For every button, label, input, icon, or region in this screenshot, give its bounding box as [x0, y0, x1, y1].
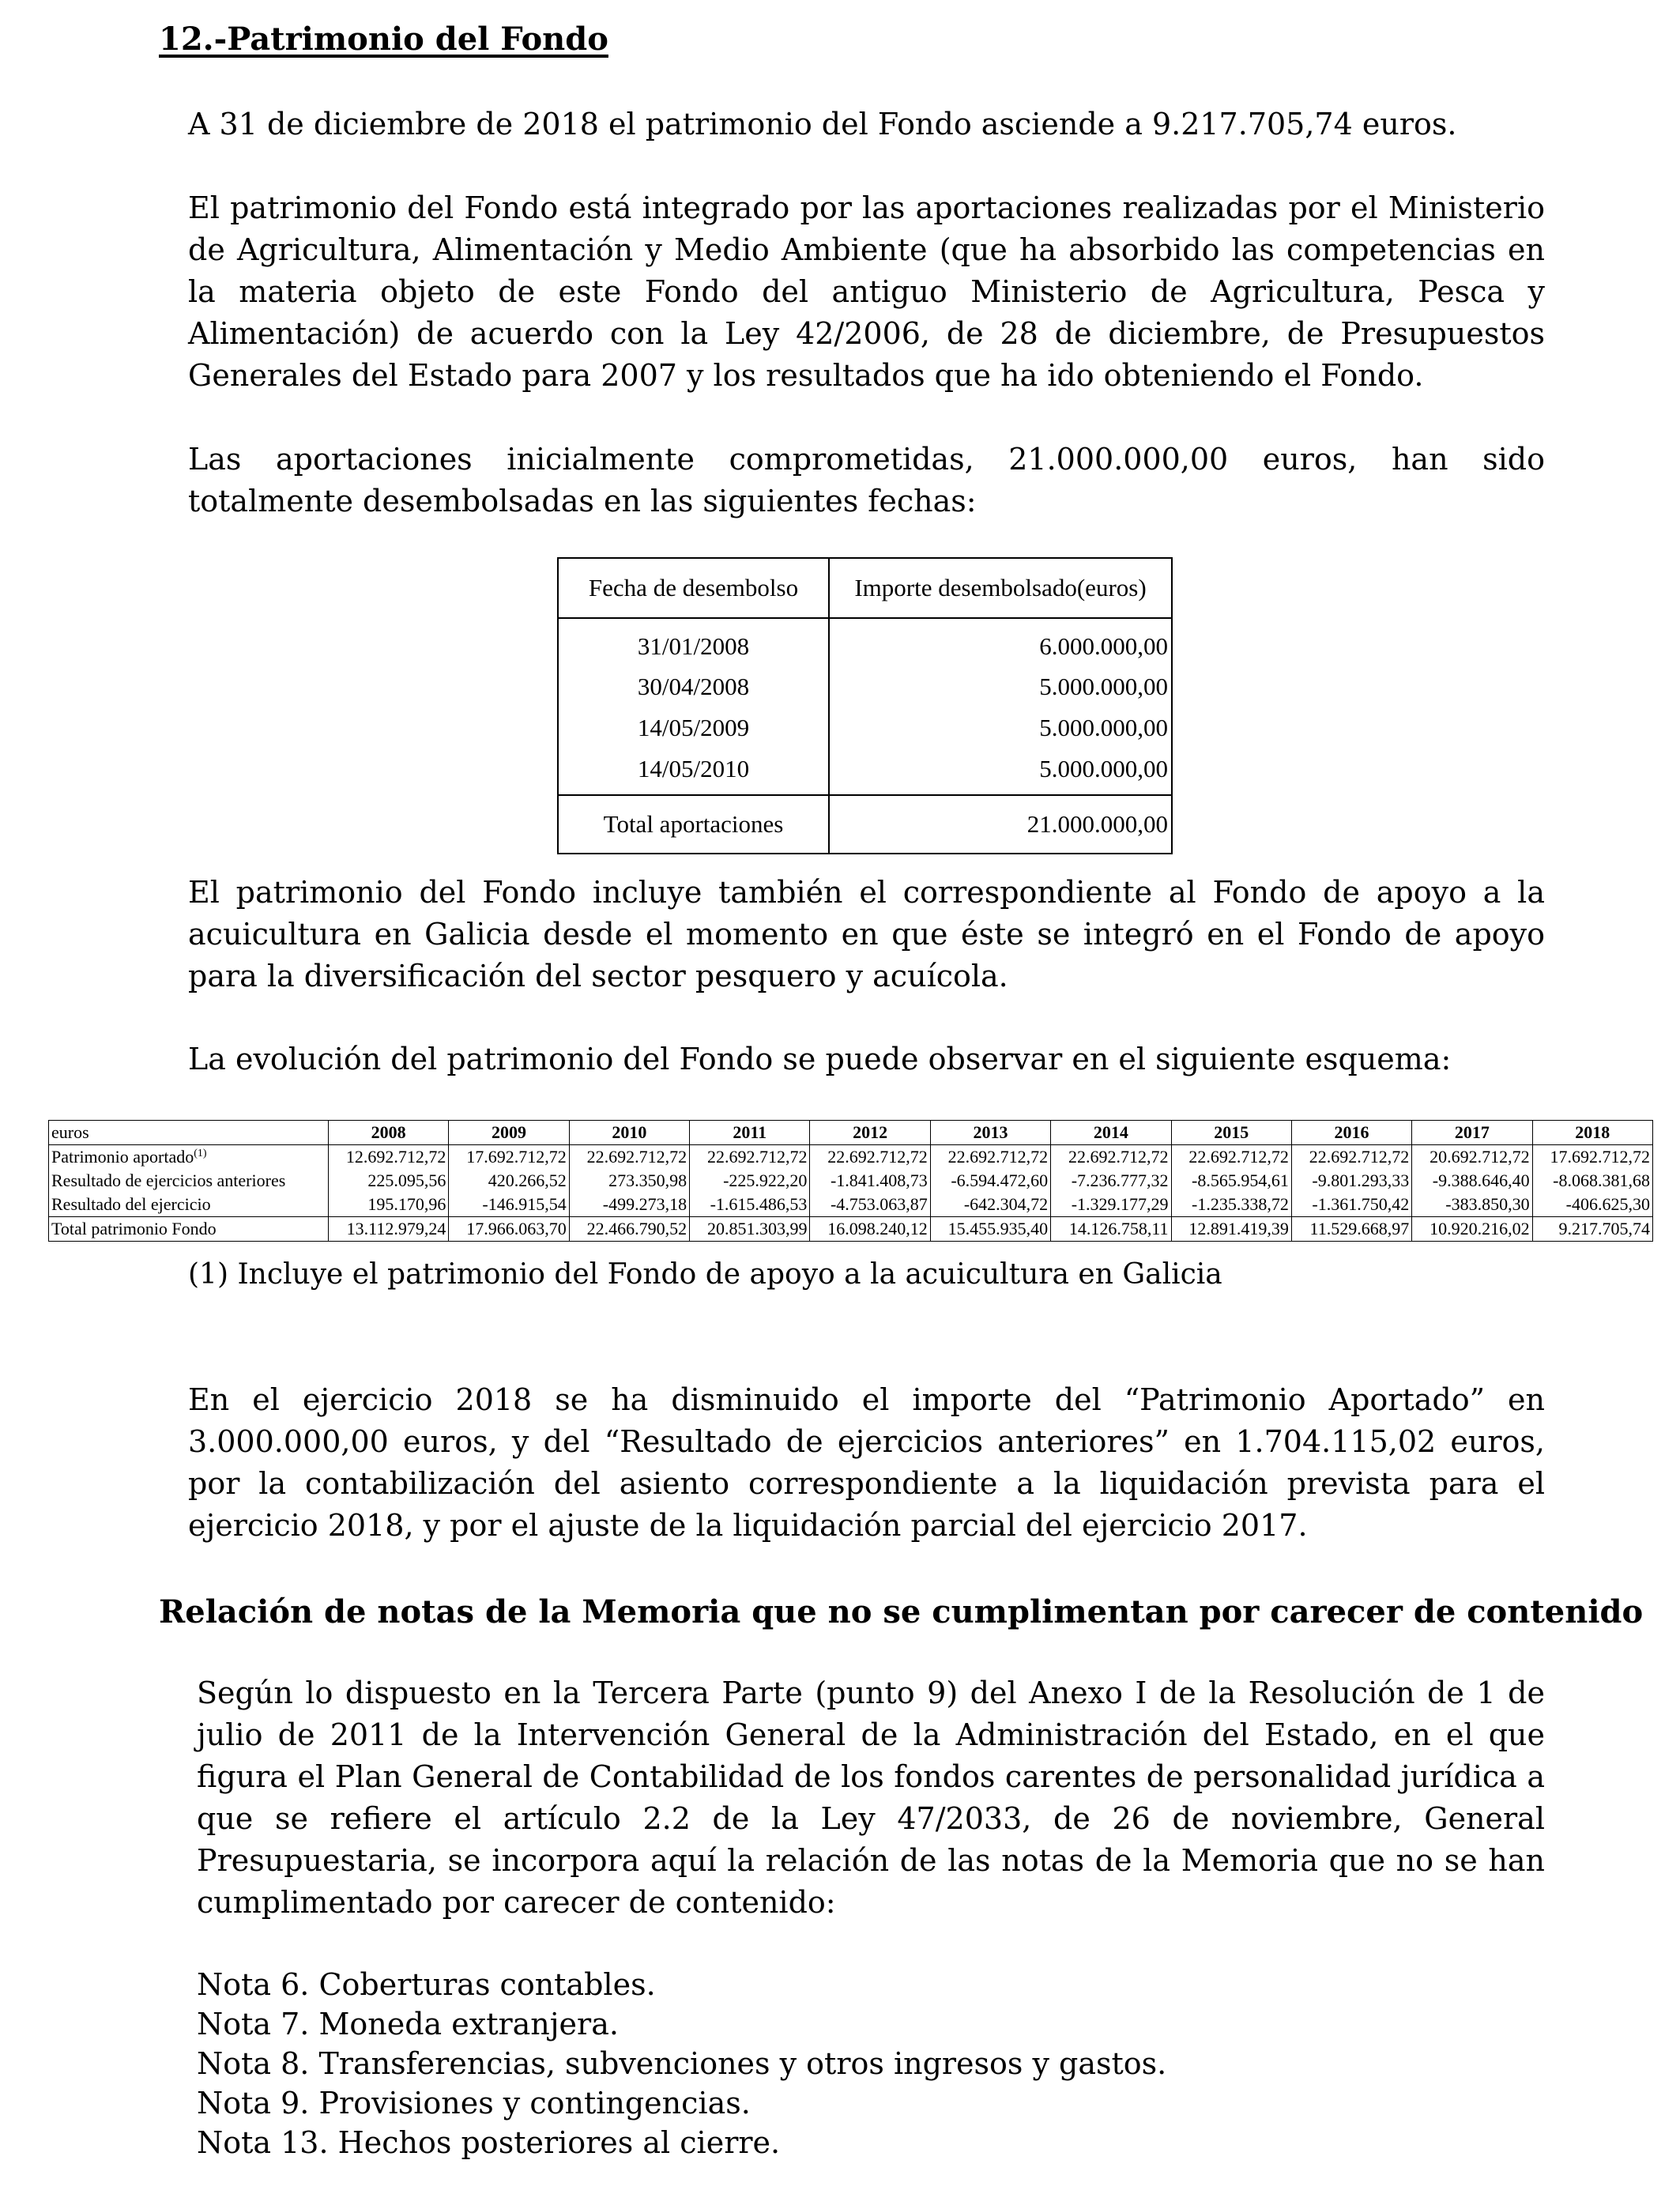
value-cell: -8.068.381,68 — [1532, 1169, 1652, 1193]
value-cell: -499.273,18 — [569, 1193, 689, 1217]
value-cell: 12.692.712,72 — [329, 1145, 449, 1170]
table-row — [49, 1193, 1653, 1217]
paragraph-resolucion: Según lo dispuesto en la Tercera Parte (punto 9) del Anexo I de la Resolución de 1 de julio de 2011 de la Intervención General de la Administración del Estado, en el que figura el Plan General de Contabilidad de los fondos carentes de personalidad jurídica a que se refiere el artículo 2.2 de la Ley 47/2033, de 26 de noviembre, General Presupuestaria, se incorpora aquí la relación de las notas de la Memoria que no se han cumplimentado por carecer de contenido: — [197, 1676, 1545, 1920]
disbursement-date: 31/01/2008 — [558, 618, 829, 666]
list-item: Nota 9. Provisiones y contingencias. — [197, 2086, 751, 2120]
disbursement-amount: 5.000.000,00 — [1039, 673, 1168, 700]
year-header: 2015 — [1171, 1121, 1291, 1145]
disbursement-header-row — [558, 558, 1172, 618]
year-header: 2012 — [810, 1121, 930, 1145]
value-cell: 22.692.712,72 — [930, 1145, 1050, 1170]
table-row — [558, 707, 1172, 748]
year-header: 2011 — [690, 1121, 810, 1145]
value-cell: -383.850,30 — [1412, 1193, 1532, 1217]
value-cell: -7.236.777,32 — [1051, 1169, 1171, 1193]
year-header: 2009 — [449, 1121, 569, 1145]
value-cell: 20.692.712,72 — [1412, 1145, 1532, 1170]
value-cell: 17.966.063,70 — [449, 1217, 569, 1242]
value-cell: -1.361.750,42 — [1291, 1193, 1411, 1217]
value-cell: -642.304,72 — [930, 1193, 1050, 1217]
disbursement-date: 30/04/2008 — [558, 666, 829, 707]
value-cell: -9.388.646,40 — [1412, 1169, 1532, 1193]
table-row — [558, 748, 1172, 795]
value-cell: 420.266,52 — [449, 1169, 569, 1193]
section-title-notas: Relación de notas de la Memoria que no se cumplimentan por carecer de contenido — [159, 1593, 1644, 1630]
year-header: 2018 — [1532, 1121, 1652, 1145]
value-cell: 22.692.712,72 — [810, 1145, 930, 1170]
row-label — [49, 1169, 329, 1193]
value-cell: -225.922,20 — [690, 1169, 810, 1193]
value-cell: 14.126.758,11 — [1051, 1217, 1171, 1242]
value-cell: -6.594.472,60 — [930, 1169, 1050, 1193]
value-cell: 20.851.303,99 — [690, 1217, 810, 1242]
list-item: Nota 7. Moneda extranjera. — [197, 2007, 619, 2041]
value-cell: 15.455.935,40 — [930, 1217, 1050, 1242]
value-cell: -1.841.408,73 — [810, 1169, 930, 1193]
table-row — [558, 618, 1172, 666]
header-euros: euros — [49, 1121, 329, 1145]
disbursement-table — [557, 557, 1173, 854]
row-label — [49, 1217, 329, 1242]
year-header: 2016 — [1291, 1121, 1411, 1145]
value-cell: 22.692.712,72 — [1171, 1145, 1291, 1170]
value-cell: 10.920.216,02 — [1412, 1217, 1532, 1242]
header-importe: Importe desembolsado(euros) — [829, 558, 1172, 618]
table-row — [558, 666, 1172, 707]
year-header: 2008 — [329, 1121, 449, 1145]
paragraph-disminucion: En el ejercicio 2018 se ha disminuido el importe del “Patrimonio Aportado” en 3.000.000,00 euros, y del “Resultado de ejercicios anteriores” en 1.704.115,02 euros, por la contabilización del asiento correspondiente a la liquidación prevista para el ejercicio 2018, y por el ajuste de la liquidación parcial del ejercicio 2017. — [188, 1382, 1545, 1543]
value-cell: 22.692.712,72 — [1291, 1145, 1411, 1170]
row-label-text: Total patrimonio Fondo — [51, 1219, 217, 1238]
evolution-header-row — [49, 1121, 1653, 1145]
disbursement-amount: 6.000.000,00 — [1039, 632, 1168, 660]
paragraph-evolucion: La evolución del patrimonio del Fondo se puede observar en el siguiente esquema: — [188, 1042, 1452, 1076]
value-cell: -1.329.177,29 — [1051, 1193, 1171, 1217]
value-cell: -9.801.293,33 — [1291, 1169, 1411, 1193]
year-header: 2013 — [930, 1121, 1050, 1145]
evolution-table — [48, 1120, 1653, 1242]
footnote-marker: (1) — [194, 1148, 207, 1159]
total-row — [558, 795, 1172, 854]
value-cell: -406.625,30 — [1532, 1193, 1652, 1217]
section-title: 12.-Patrimonio del Fondo — [159, 21, 608, 58]
paragraph-integracion: El patrimonio del Fondo está integrado por las aportaciones realizadas por el Ministerio de Agricultura, Alimentación y Medio Ambiente (que ha absorbido las competencias en la materia objeto de este Fondo del antiguo Ministerio de Agricultura, Pesca y Alimentación) de acuerdo con la Ley 42/2006, de 28 de diciembre, de Presupuestos Generales del Estado para 2007 y los resultados que ha ido obteniendo el Fondo. — [188, 190, 1545, 393]
header-fecha: Fecha de desembolso — [558, 558, 829, 618]
year-header: 2014 — [1051, 1121, 1171, 1145]
value-cell: 22.692.712,72 — [1051, 1145, 1171, 1170]
row-label — [49, 1145, 329, 1170]
value-cell: 17.692.712,72 — [449, 1145, 569, 1170]
value-cell: -146.915,54 — [449, 1193, 569, 1217]
value-cell: -8.565.954,61 — [1171, 1169, 1291, 1193]
disbursement-amount: 5.000.000,00 — [1039, 755, 1168, 782]
disbursement-amount: 5.000.000,00 — [1039, 714, 1168, 741]
row-label-text: Resultado del ejercicio — [51, 1194, 211, 1214]
value-cell: 13.112.979,24 — [329, 1217, 449, 1242]
notes-list — [197, 1965, 1166, 2162]
table-row — [49, 1217, 1653, 1242]
value-cell: 16.098.240,12 — [810, 1217, 930, 1242]
paragraph-aportaciones: Las aportaciones inicialmente comprometidas, 21.000.000,00 euros, han sido totalmente desembolsadas en las siguientes fechas: — [188, 442, 1545, 518]
value-cell: 12.891.419,39 — [1171, 1217, 1291, 1242]
total-label: Total aportaciones — [558, 795, 829, 854]
disbursement-date: 14/05/2010 — [558, 748, 829, 795]
value-cell: 225.095,56 — [329, 1169, 449, 1193]
list-item: Nota 8. Transferencias, subvenciones y otros ingresos y gastos. — [197, 2046, 1167, 2081]
year-header: 2010 — [569, 1121, 689, 1145]
value-cell: 22.692.712,72 — [569, 1145, 689, 1170]
value-cell: 195.170,96 — [329, 1193, 449, 1217]
row-label — [49, 1193, 329, 1217]
paragraph-patrimonio-total: A 31 de diciembre de 2018 el patrimonio del Fondo asciende a 9.217.705,74 euros. — [188, 107, 1457, 141]
value-cell: 22.466.790,52 — [569, 1217, 689, 1242]
value-cell: -4.753.063,87 — [810, 1193, 930, 1217]
disbursement-date: 14/05/2009 — [558, 707, 829, 748]
value-cell: 22.692.712,72 — [690, 1145, 810, 1170]
value-cell: 11.529.668,97 — [1291, 1217, 1411, 1242]
row-label-text: Patrimonio aportado — [51, 1147, 194, 1167]
value-cell: -1.615.486,53 — [690, 1193, 810, 1217]
paragraph-galicia: El patrimonio del Fondo incluye también el correspondiente al Fondo de apoyo a la acuicultura en Galicia desde el momento en que éste se integró en el Fondo de apoyo para la diversificación del sector pesquero y acuícola. — [188, 875, 1545, 993]
table-row — [49, 1169, 1653, 1193]
footnote: (1) Incluye el patrimonio del Fondo de apoyo a la acuicultura en Galicia — [188, 1258, 1222, 1291]
value-cell: 9.217.705,74 — [1532, 1217, 1652, 1242]
value-cell: 17.692.712,72 — [1532, 1145, 1652, 1170]
table-row — [49, 1145, 1653, 1170]
total-amount: 21.000.000,00 — [829, 795, 1172, 854]
value-cell: 273.350,98 — [569, 1169, 689, 1193]
value-cell: -1.235.338,72 — [1171, 1193, 1291, 1217]
list-item: Nota 13. Hechos posteriores al cierre. — [197, 2125, 781, 2160]
list-item: Nota 6. Coberturas contables. — [197, 1967, 656, 2002]
year-header: 2017 — [1412, 1121, 1532, 1145]
row-label-text: Resultado de ejercicios anteriores — [51, 1171, 286, 1190]
